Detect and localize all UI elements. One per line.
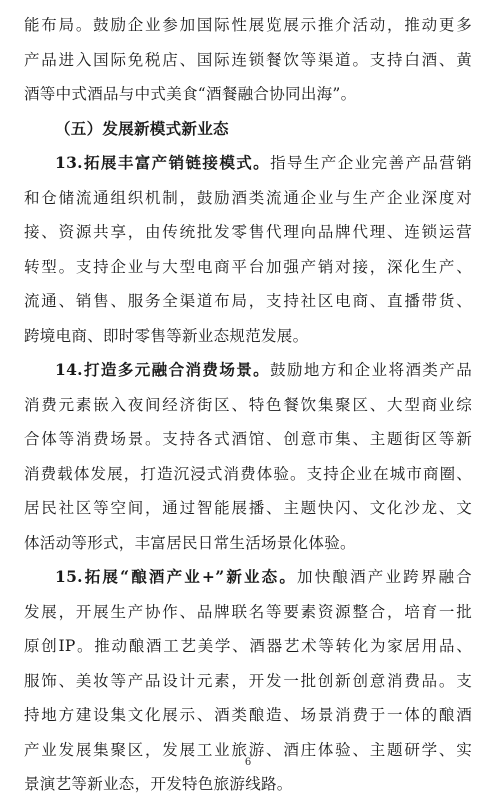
- paragraph-line: 转型。支持企业与大型电商平台加强产销对接，深化生产、: [24, 257, 472, 276]
- paragraph-line: 产业发展集聚区，发展工业旅游、酒庄体验、主题研学、实: [24, 740, 472, 759]
- paragraph-line: 景演艺等新业态，开发特色旅游线路。: [24, 775, 293, 793]
- paragraph-line: 消费元素嵌入夜间经济街区、特色餐饮集聚区、大型商业综: [24, 395, 472, 414]
- item-13-first-line: [24, 146, 472, 181]
- paragraph-line: 流通、销售、服务全渠道布局，支持社区电商、直播带货、: [24, 292, 472, 310]
- item-15-first-text: 加快酿酒产业跨界融合: [297, 568, 472, 586]
- document-body: [24, 8, 472, 802]
- paragraph-line: 居民社区等空间，通过智能展播、主题快闪、文化沙龙、文: [24, 499, 472, 517]
- item-14-first-text: 鼓励地方和企业将酒类产品: [270, 361, 472, 379]
- page-number: 6: [244, 757, 252, 768]
- item-14-title: 14.打造多元融合消费场景。: [55, 360, 271, 379]
- paragraph-line: 体活动等形式，丰富居民日常生活场景化体验。: [24, 533, 356, 552]
- paragraph-line: 合体等消费场景。支持各式酒馆、创意市集、主题街区等新: [24, 430, 472, 448]
- item-13-first-text: 指导生产企业完善产品营销: [270, 154, 472, 172]
- paragraph-line: 持地方建设集文化展示、酒类酿造、场景消费于一体的酿酒: [24, 706, 472, 724]
- item-15-first-line: [24, 560, 472, 595]
- item-13-title: 13.拓展丰富产销链接模式。: [55, 153, 271, 172]
- paragraph-line: 服饰、美妆等产品设计元素，开发一批创新创意消费品。支: [24, 671, 472, 690]
- paragraph-line: 产品进入国际免税店、国际连锁餐饮等渠道。支持白酒、黄: [24, 50, 472, 69]
- paragraph-line: 酒等中式酒品与中式美食“酒餐融合协同出海”。: [24, 85, 357, 103]
- paragraph-line: 能布局。鼓励企业参加国际性展览展示推介活动，推动更多: [24, 16, 472, 34]
- paragraph-line: 消费载体发展，打造沉浸式消费体验。支持企业在城市商圈、: [24, 464, 472, 483]
- section-heading: （五）发展新模式新业态: [55, 118, 229, 138]
- paragraph-line: 接、资源共享，由传统批发零售代理向品牌代理、连锁运营: [24, 223, 472, 241]
- item-14-first-line: [24, 353, 472, 388]
- paragraph-line: 跨境电商、即时零售等新业态规范发展。: [24, 326, 309, 345]
- paragraph-line: 原创IP。推动酿酒工艺美学、酒器艺术等转化为家居用品、: [24, 637, 472, 655]
- paragraph-line: 发展，开展生产协作、品牌联名等要素资源整合，培育一批: [24, 602, 472, 621]
- paragraph-line: 和仓储流通组织机制，鼓励酒类流通企业与生产企业深度对: [24, 188, 472, 207]
- item-15-title: 15.拓展“酿酒产业+”新业态。: [55, 567, 298, 586]
